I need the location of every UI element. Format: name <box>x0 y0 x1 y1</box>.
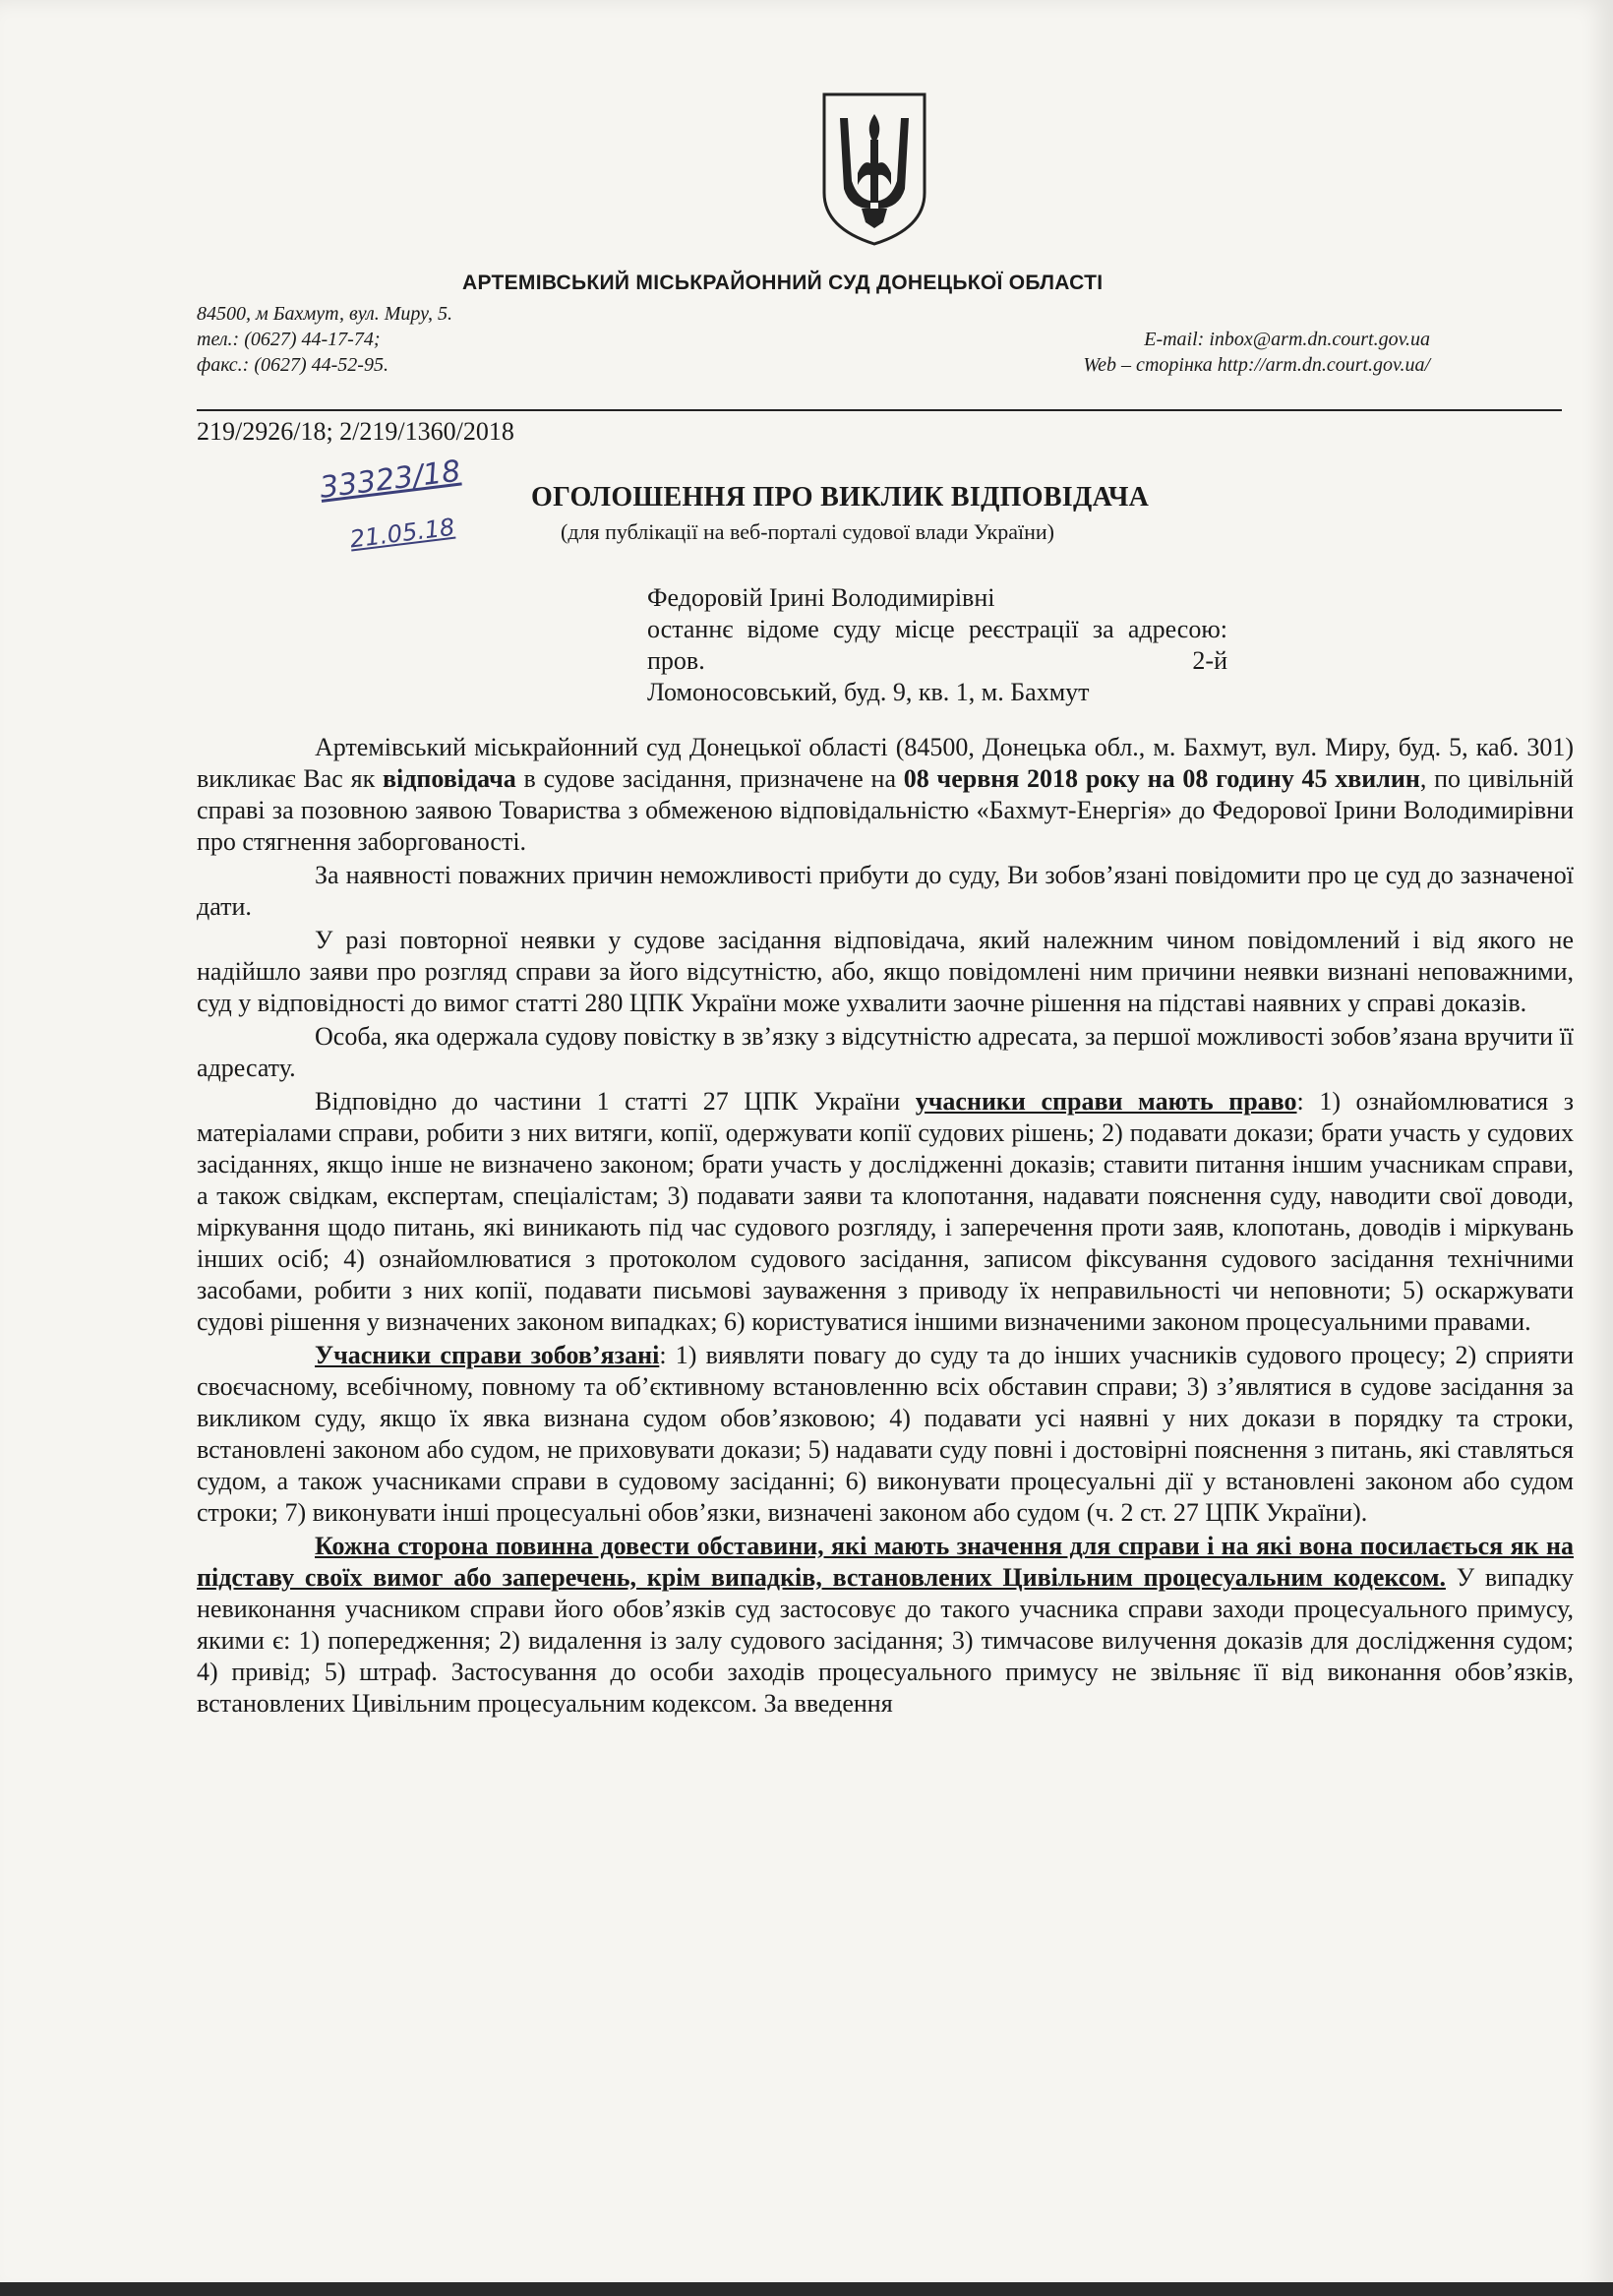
paragraph-text: : 1) виявляти повагу до суду та до інших учасників судового процесу; 2) сприяти своєчасному, всебічному, повному та об’єктивному встановленню всіх обставин справи; 3) з’являтися в судове засідання за викликом суду, якщо їх явка визнана судом обов’язковою; 4) подавати усі наявні у них докази в порядку та строки, встановлені законом або судом, не приховувати докази; 5) надавати суду повні і достовірні пояснення з питань, які ставляться судом, а також учасниками справи в судовому засіданні; 6) виконувати процесуальні дії у встановлені законом або судом строки; 7) виконувати інші процесуальні обов’язки, визначені законом або судом (ч. 2 ст. 27 ЦПК України). <box>197 1341 1574 1527</box>
paragraph-text: Артемівський міськрайонний суд Донецької області (84500, Донецька обл., м. Бахмут, вул. Миру, буд. 5, каб. 301) викликає Вас як <box>197 733 1574 793</box>
notice-title: ОГОЛОШЕННЯ ПРО ВИКЛИК ВІДПОВІДАЧА <box>531 482 1150 513</box>
paragraph-text: , по цивільній справі за позовною заявою Товариства з обмеженою відповідальністю «Бахмут-Енергія» до Федорової Ірини Володимирівни про стягнення заборгованості. <box>197 764 1574 856</box>
court-email: E-mail: inbox@arm.dn.court.gov.ua <box>1144 329 1430 350</box>
court-fax: факс.: (0627) 44-52-95. <box>197 354 388 376</box>
duties-heading: Учасники справи зобов’язані <box>315 1341 660 1369</box>
defendant-label: відповідача <box>382 764 516 793</box>
court-contacts-right <box>1083 327 1430 378</box>
paragraph-text: : 1) ознайомлюватися з матеріалами справи, робити з них витяги, копії, одержувати копії судових рішень; 2) подавати докази; брати участь у судових засіданнях, якщо інше не визначено законом; брати участь у дослідженні доказів; ставити питання іншим учасникам справи, а також свідкам, експертам, спеціалістам; 3) подавати заяви та клопотання, надавати пояснення суду, наводити свої доводи, міркування щодо питань, які виникають під час судового розгляду, і заперечення проти заяв, клопотань, доводів і міркувань інших осіб; 4) ознайомлюватися з протоколом судового засідання, записом фіксування судового засідання технічними засобами, робити з них копії, подавати письмові зауваження з приводу їх неправильності чи неповноти; 5) оскаржувати судові рішення у визначених законом випадках; 6) користуватися іншими визначеними законом процесуальними правами. <box>197 1087 1574 1336</box>
addressee-name: Федоровій Ірині Володимирівні <box>647 583 995 612</box>
addressee-address-line-1: останнє відоме суду місце реєстрації за адресою: пров. 2-й <box>647 615 1227 675</box>
paragraph-participant-rights <box>197 1086 1574 1338</box>
header-divider <box>197 409 1562 411</box>
paragraph-text: Відповідно до частини 1 статті 27 ЦПК України <box>315 1087 916 1116</box>
court-website: Web – сторінка http://arm.dn.court.gov.ua/ <box>1083 354 1430 376</box>
case-number: 219/2926/18; 2/219/1360/2018 <box>197 417 514 446</box>
court-phone: тел.: (0627) 44-17-74; <box>197 329 381 350</box>
scan-edge <box>0 2282 1613 2296</box>
stamp-reg-number: 33323/18 <box>318 453 463 506</box>
stamp-date: 21.05.18 <box>348 513 456 554</box>
notice-subtitle: (для публікації на веб-порталі судової влади України) <box>561 519 1054 544</box>
handwritten-registration-stamp <box>318 454 468 557</box>
court-contacts-left <box>197 301 452 378</box>
addressee-block <box>647 582 1227 708</box>
paragraph-summons-delivery: Особа, яка одержала судову повістку в зв’язку з відсутністю адресата, за першої можливості зобов’язана вручити її адресату. <box>197 1022 1574 1082</box>
paragraph-text: в судове засідання, призначене на <box>515 764 904 793</box>
paragraph-participant-duties <box>197 1340 1574 1529</box>
notice-body <box>197 732 1574 1722</box>
court-address: 84500, м Бахмут, вул. Миру, 5. <box>197 303 453 325</box>
paragraph-default-judgment: У разі повторної неявки у судове засідання відповідача, який належним чином повідомлений і від якого не надійшло заяви про розгляд справи за його відсутністю, або, якщо повідомлені ним причини неявки визнані неповажними, суд у відповідності до вимог статті 280 ЦПК України може ухвалити заочне рішення на підставі наявних у справі доказів. <box>197 926 1574 1017</box>
paragraph-burden-of-proof <box>197 1531 1574 1720</box>
addressee-address-line-2: Ломоносовський, буд. 9, кв. 1, м. Бахмут <box>647 678 1090 706</box>
paragraph-notify-court: За наявності поважних причин неможливості прибути до суду, Ви зобов’язані повідомити про це суд до зазначеної дати. <box>197 861 1574 921</box>
court-name: АРТЕМІВСЬКИЙ МІСЬКРАЙОННИЙ СУД ДОНЕЦЬКОЇ ОБЛАСТІ <box>462 272 1104 294</box>
rights-heading: учасники справи мають право <box>915 1087 1297 1116</box>
paragraph-text: У випадку невиконання учасником справи його обов’язків суд застосовує до такого учасника справи заходи процесуального примусу, якими є: 1) попередження; 2) видалення із залу судового засідання; 3) тимчасове вилучення доказів для дослідження судом; 4) привід; 5) штраф. Застосування до особи заходів процесуального примусу не звільняє її від виконання обов’язків, встановлених Цивільним процесуальним кодексом. За введення <box>197 1563 1575 1718</box>
burden-of-proof-statement: Кожна сторона повинна довести обставини, які мають значення для справи і на які вона посилається як на підставу своїх вимог або заперечень, крім випадків, встановлених Цивільним процесуальним кодексом. <box>197 1532 1574 1592</box>
coat-of-arms-trident-icon <box>818 91 930 248</box>
paragraph-summons <box>197 732 1574 858</box>
hearing-datetime: 08 червня 2018 року на 08 годину 45 хвилин <box>903 764 1420 793</box>
